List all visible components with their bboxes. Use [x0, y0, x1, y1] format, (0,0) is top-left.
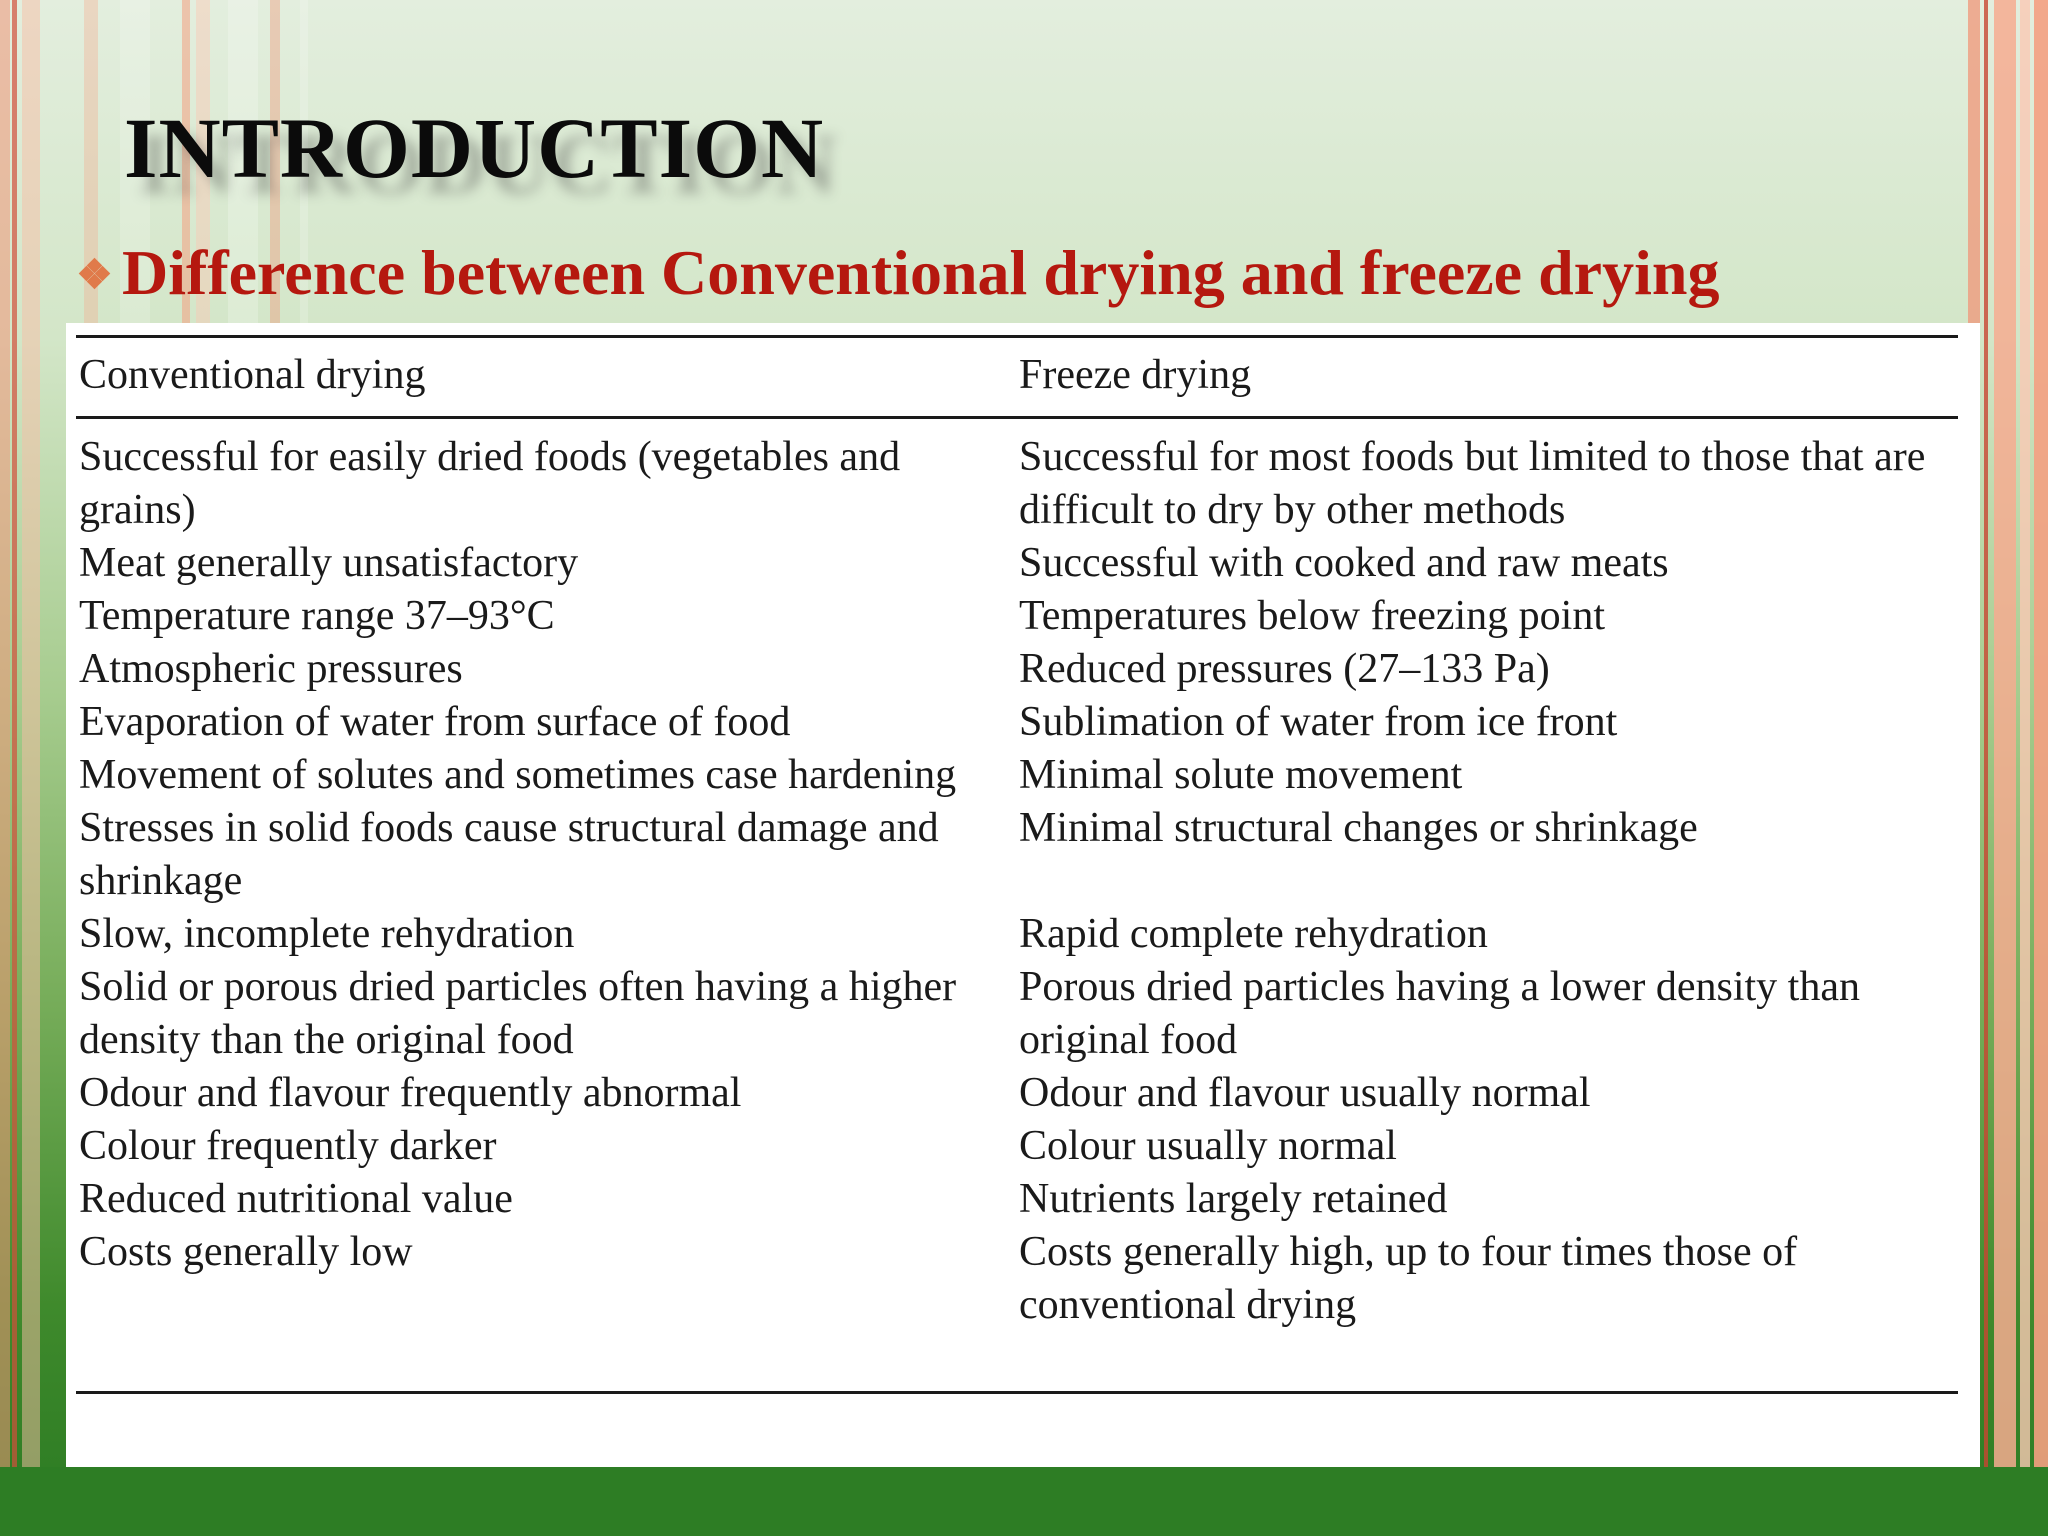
conventional-cell: Meat generally unsatisfactory	[79, 540, 579, 586]
table-row	[79, 590, 1964, 643]
table-row	[79, 749, 1964, 802]
conventional-cell: Stresses in solid foods cause structural damage and shrinkage	[79, 805, 939, 904]
comparison-table	[66, 323, 1980, 1467]
freeze-cell: Minimal structural changes or shrinkage	[1019, 805, 1698, 851]
freeze-cell: Temperatures below freezing point	[1019, 593, 1605, 639]
right-stripe-decoration	[1968, 0, 2048, 1536]
table-row	[79, 1173, 1964, 1226]
header-freeze: Freeze drying	[1019, 352, 1252, 398]
conventional-cell: Colour frequently darker	[79, 1123, 497, 1169]
freeze-cell: Costs generally high, up to four times those of conventional drying	[1019, 1229, 1798, 1328]
freeze-cell: Successful for most foods but limited to those that are difficult to dry by other methods	[1019, 434, 1926, 533]
table-row	[79, 643, 1964, 696]
freeze-cell: Successful with cooked and raw meats	[1019, 540, 1669, 586]
footer-band	[0, 1467, 2048, 1536]
freeze-cell: Sublimation of water from ice front	[1019, 699, 1618, 745]
conventional-cell: Temperature range 37–93°C	[79, 593, 555, 639]
subtitle-bullet-row	[74, 236, 1719, 310]
conventional-cell: Movement of solutes and sometimes case hardening	[79, 752, 957, 798]
freeze-cell: Colour usually normal	[1019, 1123, 1397, 1169]
freeze-cell: Porous dried particles having a lower density than original food	[1019, 964, 1860, 1063]
table-row	[79, 961, 1964, 1067]
table-top-rule	[76, 335, 1958, 338]
conventional-cell: Atmospheric pressures	[79, 646, 463, 692]
conventional-cell: Costs generally low	[79, 1229, 413, 1275]
table-row	[79, 1067, 1964, 1120]
table-header-row	[79, 349, 1964, 402]
conventional-cell: Evaporation of water from surface of food	[79, 699, 791, 745]
conventional-cell: Slow, incomplete rehydration	[79, 911, 575, 957]
table-body	[79, 431, 1964, 1332]
freeze-cell: Odour and flavour usually normal	[1019, 1070, 1591, 1116]
conventional-cell: Solid or porous dried particles often having a higher density than the original food	[79, 964, 957, 1063]
table-row	[79, 802, 1964, 908]
conventional-cell: Odour and flavour frequently abnormal	[79, 1070, 742, 1116]
table-row	[79, 1226, 1964, 1332]
conventional-cell: Reduced nutritional value	[79, 1176, 513, 1222]
slide-subtitle: Difference between Conventional drying and freeze drying	[122, 237, 1720, 308]
table-row	[79, 431, 1964, 537]
conventional-cell: Successful for easily dried foods (vegetables and grains)	[79, 434, 901, 533]
table-bottom-rule	[76, 1391, 1958, 1394]
table-row	[79, 696, 1964, 749]
table-row	[79, 537, 1964, 590]
table-row	[79, 1120, 1964, 1173]
freeze-cell: Nutrients largely retained	[1019, 1176, 1448, 1222]
freeze-cell: Reduced pressures (27–133 Pa)	[1019, 646, 1550, 692]
table-header-rule	[76, 416, 1958, 419]
four-diamond-bullet-icon	[74, 253, 114, 293]
freeze-cell: Minimal solute movement	[1019, 752, 1463, 798]
slide-title: INTRODUCTION	[124, 100, 825, 196]
freeze-cell: Rapid complete rehydration	[1019, 911, 1488, 957]
table-row	[79, 908, 1964, 961]
header-conventional: Conventional drying	[79, 352, 426, 398]
